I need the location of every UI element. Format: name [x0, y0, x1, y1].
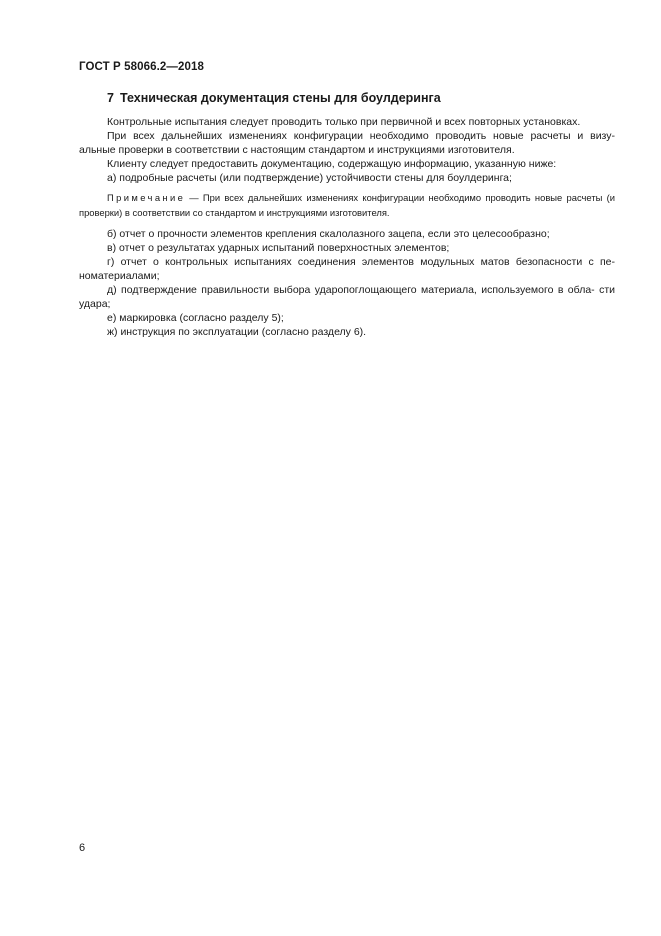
- section-heading: [79, 90, 615, 107]
- paragraph-client-docs: Клиенту следует предоставить документацию, содержащую информацию, указанную ниже:: [107, 158, 557, 170]
- note: [79, 191, 615, 220]
- list-item-v: в) отчет о результатах ударных испытаний поверхностных элементов;: [107, 242, 450, 254]
- list-item-e: е) маркировка (согласно разделу 5);: [107, 312, 284, 324]
- list-item-a: а) подробные расчеты (или подтверждение) устойчивости стены для боулдеринга;: [107, 172, 512, 184]
- list-item-d: д) подтверждение правильности выбора ударопоглощающего материала, используемого в обла- сти удара;: [79, 284, 615, 310]
- paragraph-control-tests: Контрольные испытания следует проводить только при первичной и всех повторных установках.: [107, 116, 581, 128]
- section-title: Техническая документация стены для боулдеринга: [119, 91, 441, 105]
- note-text: — При всех дальнейших изменениях конфигурации необходимо проводить новые расчеты (и проверки) в соответствии со стандартом и инструкциями изготовителя.: [79, 192, 615, 218]
- paragraph-config-changes: При всех дальнейших изменениях конфигурации необходимо проводить новые расчеты и визу- альные проверки в соответствии с настоящим стандартом и инструкциями изготовителя.: [79, 130, 615, 156]
- document-header: ГОСТ Р 58066.2—2018: [79, 61, 204, 73]
- document-body: [79, 90, 615, 339]
- list-item-b: б) отчет о прочности элементов крепления скалолазного зацепа, если это целесообразно;: [107, 228, 550, 240]
- note-label: Примечание: [107, 192, 186, 203]
- section-number: 7: [107, 91, 114, 105]
- list-item-zh: ж) инструкция по эксплуатации (согласно разделу 6).: [107, 326, 367, 338]
- page-number: 6: [79, 842, 86, 854]
- list-item-g: г) отчет о контрольных испытаниях соединения элементов модульных матов безопасности с пе- номатериалами;: [79, 256, 615, 282]
